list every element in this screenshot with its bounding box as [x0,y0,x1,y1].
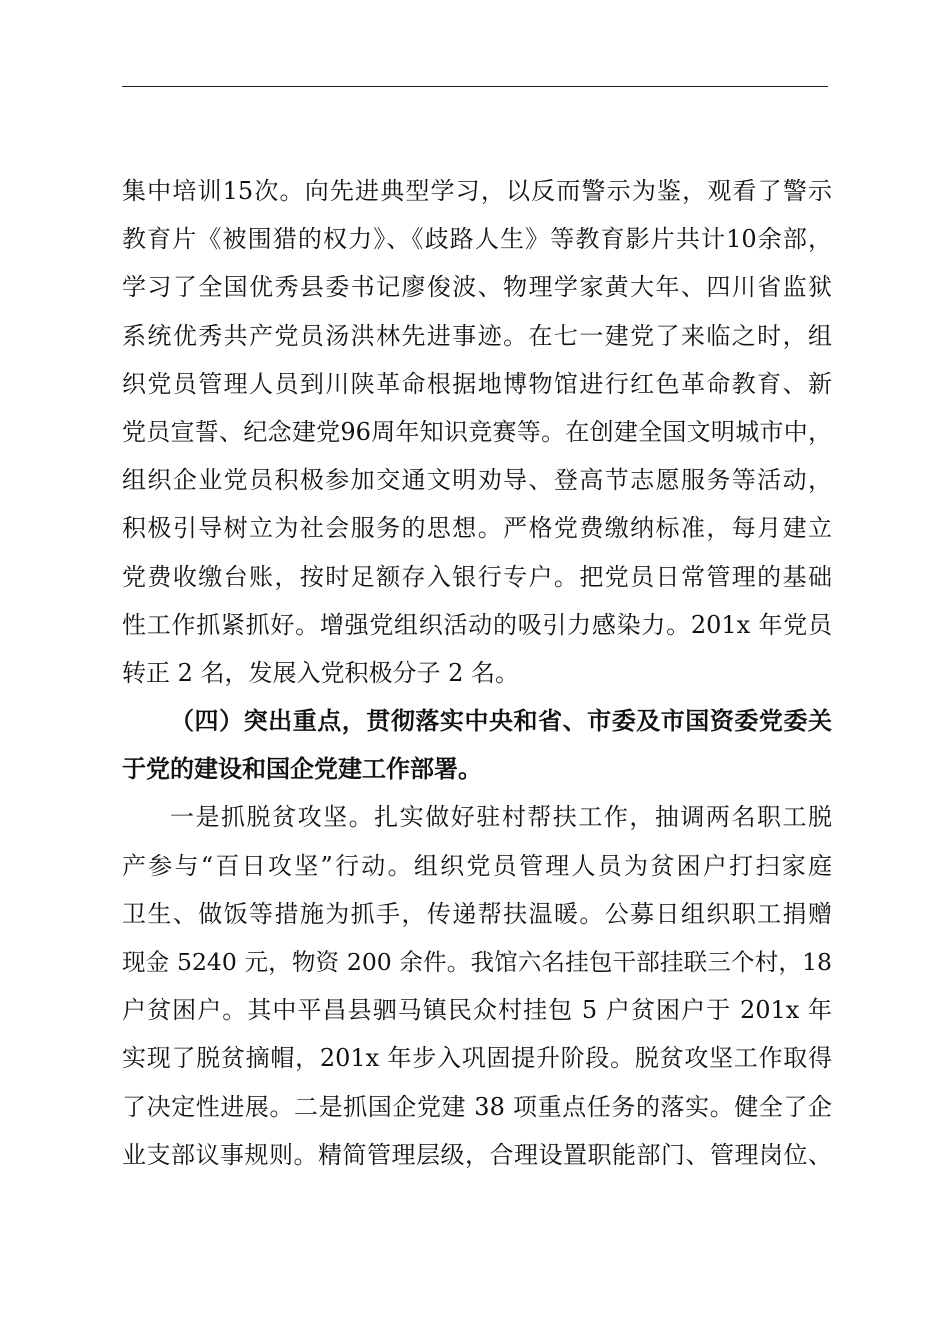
text-line: 户贫困户。其中平昌县驷马镇民众村挂包 5 户贫困户于 201x 年 [122,996,832,1025]
text-line: 性工作抓紧抓好。增强党组织活动的吸引力感染力。201x 年党员 [122,610,832,639]
text-line: 系统优秀共产党员汤洪林先进事迹。在七一建党了来临之时，组 [122,321,832,350]
text-line: 现金 5240 元，物资 200 余件。我馆六名挂包干部挂联三个村，18 [122,948,832,976]
text-line: 教育片《被围猎的权力》、《歧路人生》等教育影片共计10余部， [122,225,832,254]
text-line: 卫生、做饭等措施为抓手，传递帮扶温暖。公募日组织职工捐赠 [122,899,832,928]
text-line: 党费收缴台账，按时足额存入银行专户。把党员日常管理的基础 [122,562,832,591]
text-line: 组织企业党员积极参加交通文明劝导、登高节志愿服务等活动， [122,466,832,495]
section-heading: 于党的建设和国企党建工作部署。 [122,754,482,784]
text-line: 业支部议事规则。精简管理层级，合理设置职能部门、管理岗位、 [122,1140,832,1169]
text-line: 一是抓脱贫攻坚。扎实做好驻村帮扶工作，抽调两名职工脱 [170,803,832,832]
section-heading: （四）突出重点，贯彻落实中央和省、市委及市国资委党委关 [170,706,832,736]
text-line: 转正 2 名，发展入党积极分子 2 名。 [122,658,520,687]
header-rule [122,86,828,87]
text-line: 了决定性进展。二是抓国企党建 38 项重点任务的落实。健全了企 [122,1092,832,1121]
text-line: 集中培训15次。向先进典型学习，以反而警示为鉴，观看了警示 [122,177,832,205]
text-line: 积极引导树立为社会服务的思想。严格党费缴纳标准，每月建立 [122,514,832,543]
document-body [122,167,832,1179]
text-line: 学习了全国优秀县委书记廖俊波、物理学家黄大年、四川省监狱 [122,273,832,302]
text-line: 产参与“百日攻坚”行动。组织党员管理人员为贫困户打扫家庭 [122,851,832,880]
text-line: 实现了脱贫摘帽，201x 年步入巩固提升阶段。脱贫攻坚工作取得 [122,1044,832,1073]
text-line: 织党员管理人员到川陕革命根据地博物馆进行红色革命教育、新 [122,369,832,398]
text-line: 党员宣誓、纪念建党96周年知识竞赛等。在创建全国文明城市中， [122,417,832,446]
